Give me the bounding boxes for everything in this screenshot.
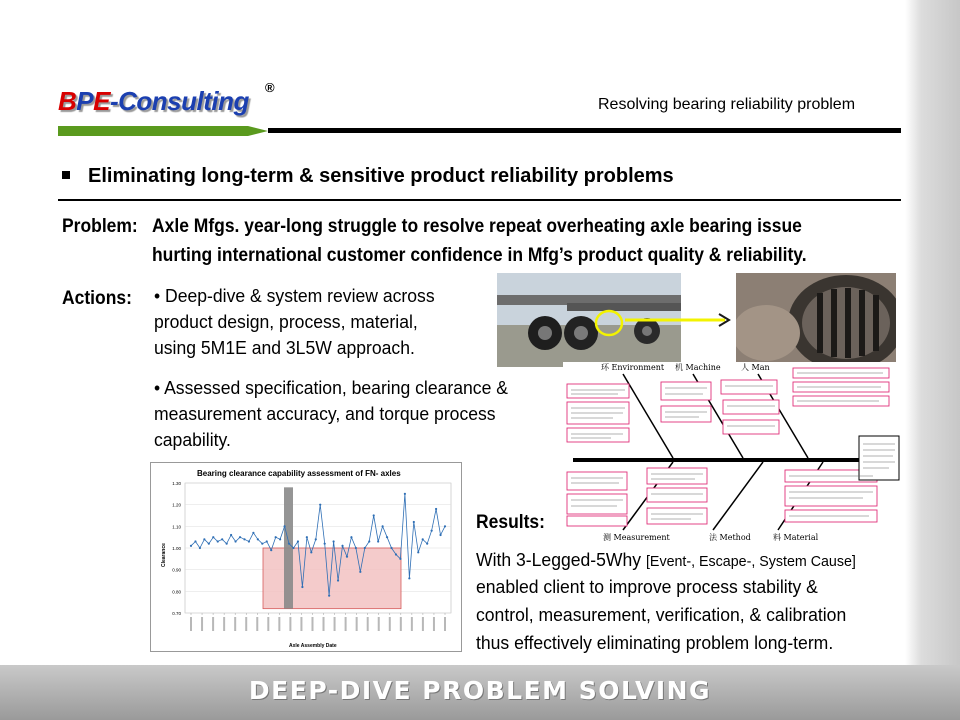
chart-data-point (390, 547, 392, 549)
chart-data-point (315, 538, 317, 540)
chart-x-tick-label (300, 617, 302, 631)
chart-data-point (310, 551, 312, 553)
chart-data-point (221, 538, 223, 540)
chart-data-point (439, 534, 441, 536)
chart-data-point (226, 543, 228, 545)
chart-x-tick-label (267, 617, 269, 631)
chart-data-point (431, 530, 433, 532)
problem-text-line-1: Axle Mfgs. year-long struggle to resolve repeat overheating axle bearing issue (152, 216, 802, 237)
chart-data-point (444, 525, 446, 527)
chart-data-point (279, 538, 281, 540)
logo-letter-p: P (76, 86, 94, 116)
chart-data-point (341, 545, 343, 547)
chart-x-tick-label (378, 617, 380, 631)
chart-x-tick-label (190, 617, 192, 631)
chart-data-point (413, 521, 415, 523)
action-2-line-2: measurement accuracy, and torque process (154, 403, 496, 424)
result-line-1-bracket: [Event-, Escape-, System Cause] (645, 553, 856, 570)
chart-data-point (257, 538, 259, 540)
chart-x-tick-label (356, 617, 358, 631)
chart-x-tick-label (334, 617, 336, 631)
bearing-clearance-chart (150, 462, 462, 652)
chart-y-tick-label: 0.90 (172, 567, 181, 573)
fishbone-machine-label: 机 Machine (675, 363, 721, 372)
chart-data-point (252, 532, 254, 534)
chart-x-tick-label (201, 617, 203, 631)
chart-x-tick-label (278, 617, 280, 631)
chart-y-tick-label: 0.70 (172, 611, 181, 616)
chart-x-tick-label (289, 617, 291, 631)
header-tagline: Resolving bearing reliability problem (598, 96, 856, 113)
chart-x-tick-label (444, 617, 446, 631)
action-item-2 (154, 375, 508, 453)
company-logo (58, 86, 249, 117)
result-line-4: thus effectively eliminating problem long-term. (476, 632, 834, 653)
chart-data-point (408, 577, 410, 579)
chart-data-point (364, 547, 366, 549)
logo-letter-e: E (93, 86, 110, 116)
result-line-1 (476, 549, 856, 571)
fishbone-material-label: 料 Material (773, 533, 819, 542)
chart-data-point (288, 543, 290, 545)
chart-x-axis-label: Axle Assembly Date (289, 643, 337, 649)
actions-label: Actions: (62, 288, 132, 309)
chart-data-point (306, 536, 308, 538)
results-label: Results: (476, 512, 545, 533)
chart-x-tick-label (212, 617, 214, 631)
chart-data-point (292, 547, 294, 549)
action-1-line-1: • Deep-dive & system review across (154, 285, 435, 306)
logo-text: -Consulting (109, 86, 249, 116)
result-line-2: enabled client to improve process stability & (476, 576, 818, 597)
footer-title: DEEP-DIVE PROBLEM SOLVING (248, 676, 712, 705)
fishbone-problem-box (859, 436, 899, 480)
action-2-line-3: capability. (154, 429, 231, 450)
section-title-text: Eliminating long-term & sensitive product reliability problems (88, 165, 674, 187)
callout-arrow-icon (625, 312, 737, 328)
section-divider (58, 199, 901, 201)
problem-text-line-2: hurting international customer confidence in Mfg’s product quality & reliability. (152, 245, 807, 266)
chart-data-point (373, 514, 375, 516)
chart-data-point (203, 538, 205, 540)
chart-data-point (243, 538, 245, 540)
square-bullet-icon (62, 171, 70, 179)
chart-data-point (426, 543, 428, 545)
chart-data-point (386, 536, 388, 538)
section-title (62, 165, 674, 188)
chart-data-point (239, 536, 241, 538)
chart-x-tick-label (433, 617, 435, 631)
chart-data-point (417, 551, 419, 553)
fishbone-diagram (563, 362, 901, 542)
chart-data-point (377, 540, 379, 542)
chart-data-point (199, 547, 201, 549)
chart-y-tick-label: 1.10 (172, 524, 181, 530)
chart-data-point (337, 579, 339, 581)
bearing-photo (736, 273, 896, 372)
fishbone-measurement-label: 测 Measurement (603, 533, 670, 542)
chart-data-point (208, 543, 210, 545)
chart-x-tick-label (323, 617, 325, 631)
problem-label: Problem: (62, 216, 138, 237)
chart-data-point (435, 508, 437, 510)
chart-data-point (275, 536, 277, 538)
result-line-3: control, measurement, verification, & calibration (476, 604, 847, 625)
chart-x-tick-label (389, 617, 391, 631)
chart-data-point (319, 504, 321, 506)
chart-data-point (395, 553, 397, 555)
chart-data-point (248, 540, 250, 542)
fishbone-man-label: 人 Man (741, 363, 770, 372)
chart-x-tick-label (223, 617, 225, 631)
chart-x-tick-label (422, 617, 424, 631)
header-arrow-line (58, 124, 903, 138)
chart-y-axis-label: Clearance (161, 543, 167, 567)
action-1-line-2: product design, process, material, (154, 311, 418, 332)
chart-title: Bearing clearance capability assessment of FN- axles (197, 469, 401, 478)
result-line-1-main: With 3-Legged-5Why (476, 549, 646, 570)
chart-data-point (346, 556, 348, 558)
chart-data-point (399, 558, 401, 560)
chart-data-point (283, 525, 285, 527)
chart-data-point (270, 549, 272, 551)
logo-arrow-icon (58, 126, 268, 136)
chart-y-tick-label: 0.80 (172, 589, 181, 595)
chart-event-bar (284, 487, 293, 608)
chart-data-point (217, 540, 219, 542)
chart-data-point (359, 571, 361, 573)
header-rule (268, 128, 901, 133)
action-item-1 (154, 283, 435, 361)
chart-x-tick-label (400, 617, 402, 631)
chart-data-point (230, 534, 232, 536)
chart-data-point (382, 525, 384, 527)
chart-data-point (332, 540, 334, 542)
chart-x-tick-label (367, 617, 369, 631)
chart-data-point (190, 545, 192, 547)
chart-x-tick-label (245, 617, 247, 631)
chart-data-point (350, 536, 352, 538)
chart-x-tick-label (311, 617, 313, 631)
chart-data-point (301, 586, 303, 588)
chart-y-tick-label: 1.30 (172, 481, 181, 486)
fishbone-env-label: 环 Environment (601, 363, 665, 372)
action-1-line-3: using 5M1E and 3L5W approach. (154, 337, 415, 358)
chart-y-tick-label: 1.00 (172, 546, 181, 551)
chart-data-point (324, 543, 326, 545)
chart-x-tick-label (411, 617, 413, 631)
logo-letter-b: B (58, 86, 77, 116)
chart-x-tick-label (345, 617, 347, 631)
chart-x-tick-label (234, 617, 236, 631)
chart-data-point (261, 543, 263, 545)
chart-x-tick-label (256, 617, 258, 631)
chart-data-point (404, 493, 406, 495)
registered-mark: ® (265, 80, 275, 95)
chart-data-point (234, 540, 236, 542)
action-2-line-1: • Assessed specification, bearing clearance & (154, 377, 508, 398)
chart-y-tick-label: 1.20 (172, 502, 181, 508)
chart-data-point (328, 595, 330, 597)
chart-data-point (355, 547, 357, 549)
chart-data-point (422, 538, 424, 540)
chart-data-point (212, 536, 214, 538)
chart-data-point (194, 540, 196, 542)
right-decor-strip (905, 0, 960, 665)
chart-data-point (297, 540, 299, 542)
chart-data-point (368, 540, 370, 542)
chart-data-point (266, 540, 268, 542)
fishbone-method-label: 法 Method (709, 533, 751, 542)
